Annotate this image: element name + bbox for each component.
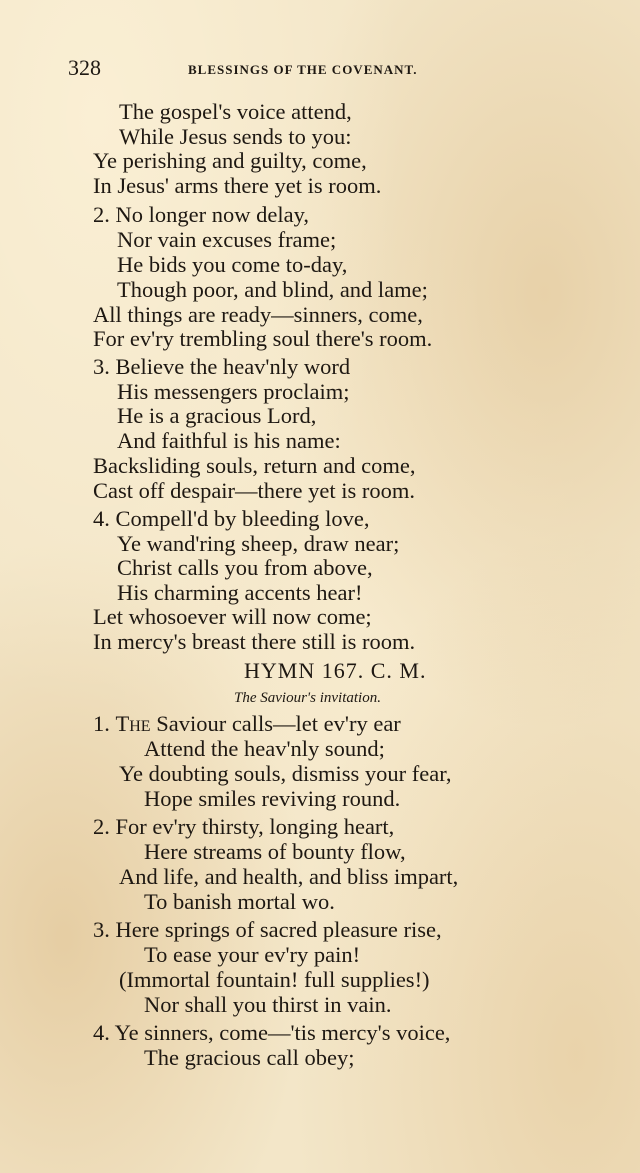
verse-number: 1. bbox=[93, 711, 110, 736]
verse-line: In Jesus' arms there yet is room. bbox=[93, 173, 382, 198]
verse-line: Christ calls you from above, bbox=[117, 555, 373, 580]
verse-line: (Immortal fountain! full supplies!) bbox=[119, 967, 430, 992]
verse-line: All things are ready—sinners, come, bbox=[93, 302, 423, 327]
verse-line: Ye wand'ring sheep, draw near; bbox=[117, 531, 400, 556]
verse-line: Nor vain excuses frame; bbox=[117, 227, 337, 252]
verse-line: He is a gracious Lord, bbox=[117, 403, 317, 428]
hymn-subtitle: The Saviour's invitation. bbox=[234, 690, 381, 706]
verse-line: Here streams of bounty flow, bbox=[144, 839, 406, 864]
verse-line: Let whosoever will now come; bbox=[93, 604, 372, 629]
verse-line-rest: Saviour calls—let ev'ry ear bbox=[150, 711, 401, 736]
verse-line: Attend the heav'nly sound; bbox=[144, 736, 385, 761]
page-header bbox=[68, 55, 488, 85]
verse-line: 3. Here springs of sacred pleasure rise, bbox=[93, 917, 442, 942]
verse-line: Ye doubting souls, dismiss your fear, bbox=[119, 761, 452, 786]
verse-line: Backsliding souls, return and come, bbox=[93, 453, 416, 478]
verse-line: 3. Believe the heav'nly word bbox=[93, 354, 351, 379]
verse-line: 4. Ye sinners, come—'tis mercy's voice, bbox=[93, 1020, 451, 1045]
verse-line: In mercy's breast there still is room. bbox=[93, 629, 416, 654]
verse-line: 4. Compell'd by bleeding love, bbox=[93, 506, 370, 531]
verse-line-first bbox=[93, 713, 401, 736]
verse-line: The gracious call obey; bbox=[144, 1045, 355, 1070]
verse-line: Hope smiles reviving round. bbox=[144, 786, 401, 811]
verse-line: His messengers proclaim; bbox=[117, 379, 350, 404]
verse-line: Nor shall you thirst in vain. bbox=[144, 992, 392, 1017]
verse-line: To banish mortal wo. bbox=[144, 889, 335, 914]
verse-line: Cast off despair—there yet is room. bbox=[93, 478, 416, 503]
verse-line: For ev'ry trembling soul there's room. bbox=[93, 326, 433, 351]
verse-line: His charming accents hear! bbox=[117, 580, 363, 605]
verse-line: Ye perishing and guilty, come, bbox=[93, 148, 367, 173]
verse-line: The gospel's voice attend, bbox=[119, 99, 352, 124]
verse-line: He bids you come to-day, bbox=[117, 252, 348, 277]
verse-line: While Jesus sends to you: bbox=[119, 124, 352, 149]
running-title: BLESSINGS OF THE COVENANT. bbox=[188, 62, 418, 77]
verse-line: To ease your ev'ry pain! bbox=[144, 942, 361, 967]
verse-line: 2. For ev'ry thirsty, longing heart, bbox=[93, 814, 395, 839]
verse-line: And faithful is his name: bbox=[117, 428, 341, 453]
verse-line: And life, and health, and bliss impart, bbox=[119, 864, 459, 889]
verse-line: Though poor, and blind, and lame; bbox=[117, 277, 428, 302]
small-caps-word: The bbox=[115, 711, 151, 736]
verse-line: 2. No longer now delay, bbox=[93, 202, 309, 227]
hymn-title: HYMN 167. C. M. bbox=[244, 658, 427, 683]
page-number: 328 bbox=[68, 55, 101, 80]
